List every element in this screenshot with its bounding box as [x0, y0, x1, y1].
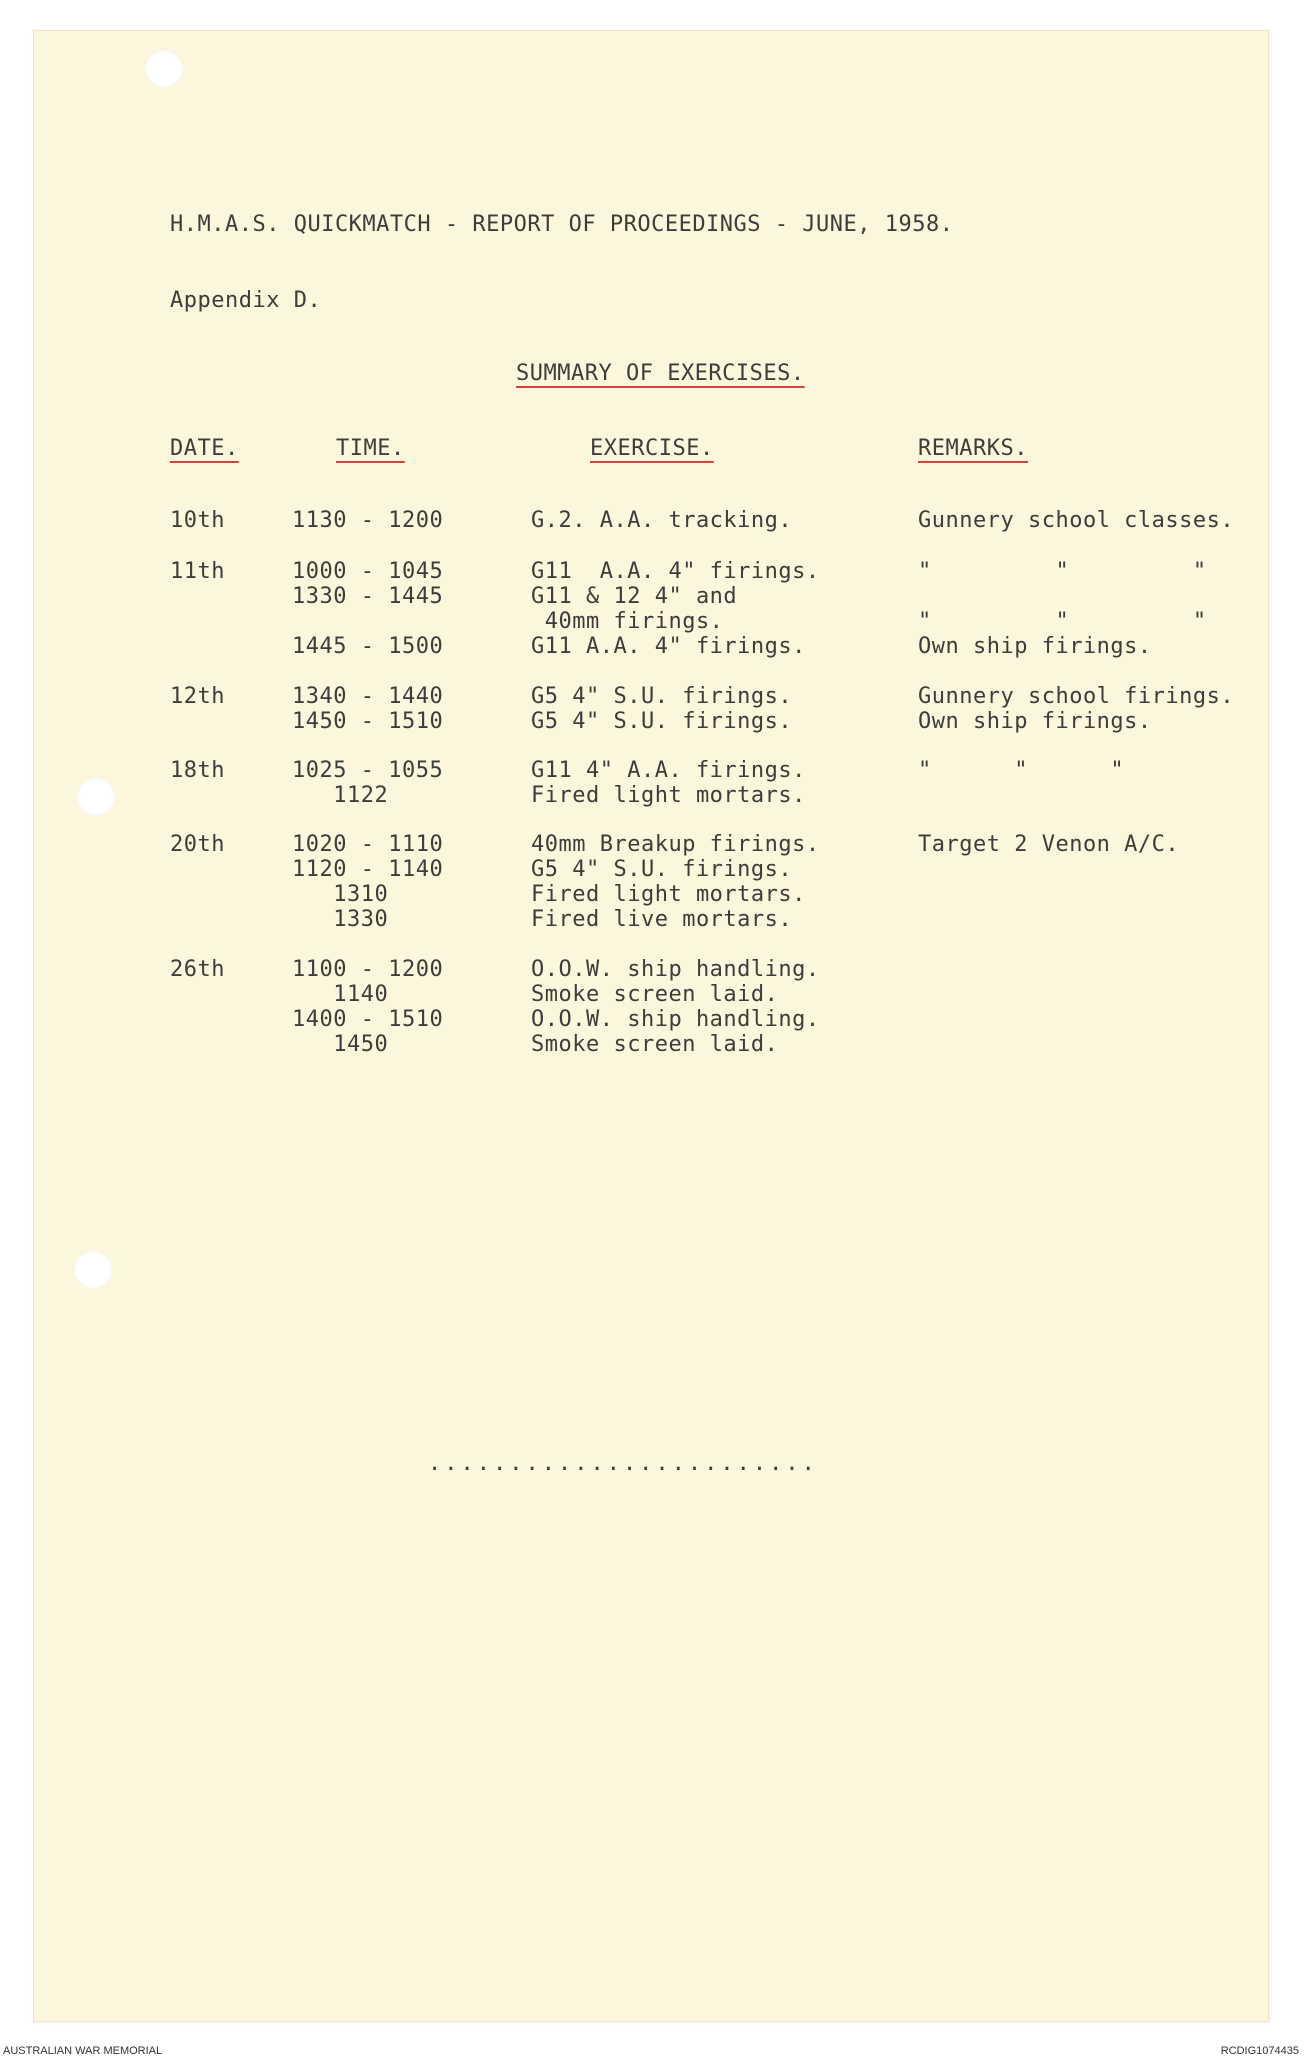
row-time: 1140 — [292, 982, 389, 1007]
punch-hole-top — [145, 50, 183, 88]
row-exercise: G5 4" S.U. firings. — [531, 684, 793, 709]
row-exercise: Smoke screen laid. — [531, 982, 779, 1007]
row-remarks: " " " — [918, 609, 1207, 634]
row-time: 1310 — [292, 882, 389, 907]
footer-left: AUSTRALIAN WAR MEMORIAL — [3, 2045, 163, 2057]
row-date: 11th — [170, 559, 225, 584]
column-header-time: TIME. — [336, 436, 405, 461]
row-time: 1020 - 1110 — [292, 832, 444, 857]
punch-hole-bottom — [74, 1251, 112, 1289]
document-heading: H.M.A.S. QUICKMATCH - REPORT OF PROCEEDINGS - JUNE, 1958. — [170, 212, 954, 237]
row-exercise: G.2. A.A. tracking. — [531, 508, 793, 533]
row-date: 20th — [170, 832, 225, 857]
row-exercise: O.O.W. ship handling. — [531, 1007, 820, 1032]
row-exercise: G11 4" A.A. firings. — [531, 758, 806, 783]
row-remarks: Own ship firings. — [918, 634, 1152, 659]
column-header-exercise: EXERCISE. — [590, 436, 714, 461]
row-time: 1450 — [292, 1032, 389, 1057]
punch-hole-middle — [77, 778, 115, 816]
row-time: 1400 - 1510 — [292, 1007, 444, 1032]
row-time: 1450 - 1510 — [292, 709, 444, 734]
row-time: 1340 - 1440 — [292, 684, 444, 709]
row-time: 1130 - 1200 — [292, 508, 444, 533]
row-date: 12th — [170, 684, 225, 709]
row-exercise: 40mm Breakup firings. — [531, 832, 820, 857]
row-remarks: " " " — [918, 758, 1125, 783]
row-date: 10th — [170, 508, 225, 533]
closing-dots: ........................ — [428, 1451, 818, 1476]
appendix-label: Appendix D. — [170, 288, 322, 313]
summary-title: SUMMARY OF EXERCISES. — [516, 361, 805, 386]
row-time: 1120 - 1140 — [292, 857, 444, 882]
row-time: 1000 - 1045 — [292, 559, 444, 584]
row-time: 1330 — [292, 907, 389, 932]
row-exercise: O.O.W. ship handling. — [531, 957, 820, 982]
row-time: 1100 - 1200 — [292, 957, 444, 982]
row-time: 1445 - 1500 — [292, 634, 444, 659]
footer-right: RCDIG1074435 — [1220, 2045, 1299, 2057]
row-date: 26th — [170, 957, 225, 982]
column-header-date: DATE. — [170, 436, 239, 461]
row-remarks: " " " — [918, 559, 1207, 584]
row-remarks: Own ship firings. — [918, 709, 1152, 734]
row-exercise: G11 A.A. 4" firings. — [531, 559, 820, 584]
row-exercise: G11 & 12 4" and — [531, 584, 738, 609]
row-exercise: 40mm firings. — [531, 609, 724, 634]
row-time: 1122 — [292, 783, 389, 808]
row-date: 18th — [170, 758, 225, 783]
row-time: 1330 - 1445 — [292, 584, 444, 609]
row-remarks: Gunnery school classes. — [918, 508, 1235, 533]
row-remarks: Gunnery school firings. — [918, 684, 1235, 709]
row-remarks: Target 2 Venon A/C. — [918, 832, 1180, 857]
row-exercise: Fired live mortars. — [531, 907, 793, 932]
row-exercise: G5 4" S.U. firings. — [531, 857, 793, 882]
row-time: 1025 - 1055 — [292, 758, 444, 783]
row-exercise: Fired light mortars. — [531, 882, 806, 907]
row-exercise: G5 4" S.U. firings. — [531, 709, 793, 734]
row-exercise: Smoke screen laid. — [531, 1032, 779, 1057]
row-exercise: Fired light mortars. — [531, 783, 806, 808]
column-header-remarks: REMARKS. — [918, 436, 1028, 461]
row-exercise: G11 A.A. 4" firings. — [531, 634, 806, 659]
